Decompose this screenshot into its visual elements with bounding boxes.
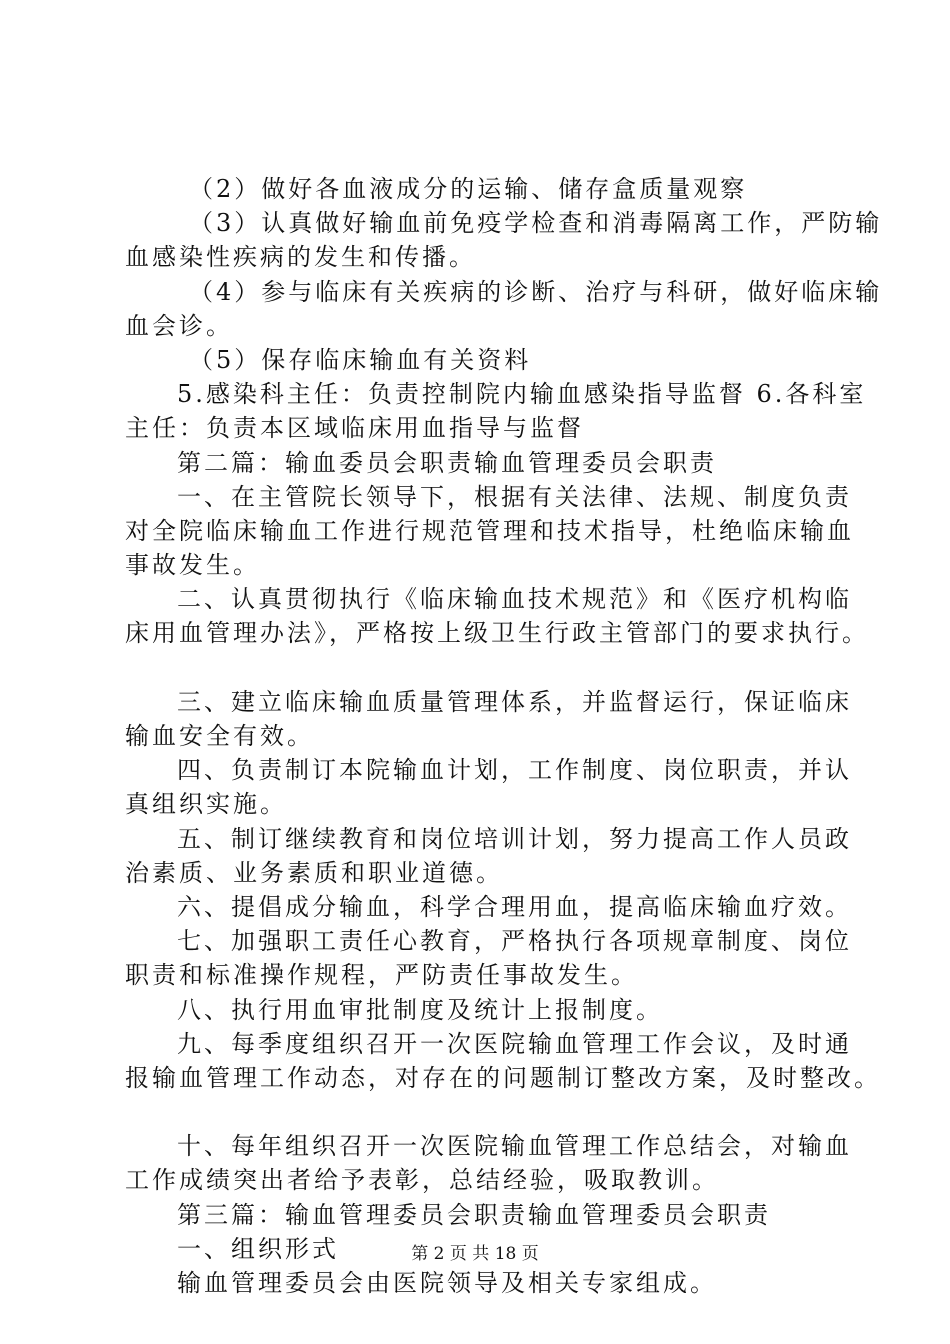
text-line: 十、每年组织召开一次医院输血管理工作总结会，对输血 — [177, 1132, 852, 1161]
text-line: （3）认真做好输血前免疫学检查和消毒隔离工作，严防输 — [189, 209, 883, 238]
text-line: 第二篇：输血委员会职责输血管理委员会职责 — [177, 448, 717, 477]
text-line: 血感染性疾病的发生和传播。 — [125, 243, 476, 272]
text-line: 七、加强职工责任心教育，严格执行各项规章制度、岗位 — [177, 927, 852, 956]
text-line: （2）做好各血液成分的运输、储存盒质量观察 — [189, 175, 748, 203]
text-line: （4）参与临床有关疾病的诊断、治疗与科研，做好临床输 — [189, 277, 883, 306]
text-line: 四、负责制订本院输血计划，工作制度、岗位职责，并认 — [177, 756, 852, 785]
text-line: 床用血管理办法》，严格按上级卫生行政主管部门的要求执行。 — [125, 619, 869, 648]
text-line: 输血管理委员会由医院领导及相关专家组成。 — [177, 1269, 717, 1297]
text-line: 八、执行用血审批制度及统计上报制度。 — [177, 995, 663, 1024]
text-line: 报输血管理工作动态，对存在的问题制订整改方案，及时整改。 — [125, 1063, 881, 1092]
text-line: 工作成绩突出者给予表彰，总结经验，吸取教训。 — [125, 1166, 719, 1195]
text-line: （5）保存临床输血有关资料 — [189, 345, 532, 374]
text-line: 事故发生。 — [125, 551, 260, 580]
text-line: 二、认真贯彻执行《临床输血技术规范》和《医疗机构临 — [177, 585, 852, 614]
text-line: 主任：负责本区域临床用血指导与监督 — [125, 414, 584, 443]
text-line: 六、提倡成分输血，科学合理用血，提高临床输血疗效。 — [177, 892, 852, 921]
text-line: 五、制订继续教育和岗位培训计划，努力提高工作人员政 — [177, 824, 852, 853]
page-footer: 第 2 页 共 18 页 — [411, 1244, 539, 1264]
text-line: 第三篇：输血管理委员会职责输血管理委员会职责 — [177, 1200, 771, 1229]
text-line: 对全院临床输血工作进行规范管理和技术指导，杜绝临床输血 — [125, 516, 854, 545]
text-line — [125, 651, 845, 685]
text-line: 真组织实施。 — [125, 790, 287, 819]
text-line: 治素质、业务素质和职业道德。 — [125, 858, 503, 887]
text-line: 5.感染科主任：负责控制院内输血感染指导监督 6.各科室 — [177, 380, 867, 409]
text-line: 三、建立临床输血质量管理体系，并监督运行，保证临床 — [177, 687, 852, 716]
text-line: 血会诊。 — [125, 311, 233, 340]
text-line: 九、每季度组织召开一次医院输血管理工作会议，及时通 — [177, 1029, 852, 1058]
text-line: 一、在主管院长领导下，根据有关法律、法规、制度负责 — [177, 482, 852, 511]
text-line — [125, 1095, 845, 1129]
text-line: 输血安全有效。 — [125, 722, 314, 750]
document-body — [125, 172, 883, 1300]
text-line: 一、组织形式 — [177, 1234, 339, 1263]
text-line: 职责和标准操作规程，严防责任事故发生。 — [125, 961, 638, 990]
